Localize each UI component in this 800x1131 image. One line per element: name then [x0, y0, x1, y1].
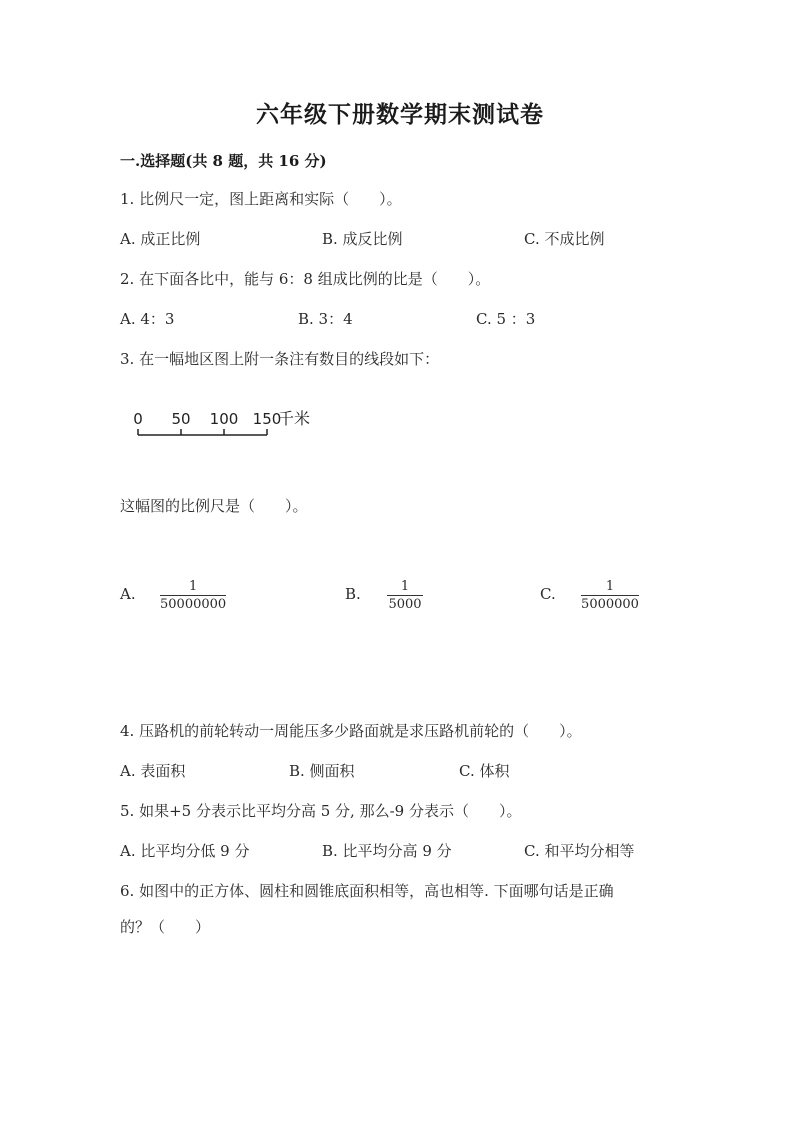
q4-option-b[interactable]: B. 侧面积 — [289, 762, 355, 780]
line-scale-figure — [128, 402, 328, 450]
fraction-numerator: 1 — [400, 579, 410, 594]
scale-label-100: 100 — [209, 410, 239, 428]
scale-unit: 千米 — [278, 409, 311, 428]
fraction-denominator: 5000 — [388, 597, 422, 612]
fraction-bar — [581, 595, 639, 596]
q3-option-c-fraction[interactable] — [581, 579, 639, 612]
scale-label-0: 0 — [133, 410, 143, 428]
q4-option-a[interactable]: A. 表面积 — [120, 762, 186, 780]
q3-option-a-fraction[interactable] — [160, 579, 226, 612]
q2-option-b[interactable]: B. 3：4 — [298, 310, 353, 328]
question-1: 1. 比例尺一定，图上距离和实际（ ）。 — [120, 190, 402, 208]
q2-option-c[interactable]: C. 5 ：3 — [476, 310, 536, 328]
q5-option-c[interactable]: C. 和平均分相等 — [524, 842, 635, 860]
q1-option-a[interactable]: A. 成正比例 — [120, 230, 201, 248]
question-6-continued: 的？（ ） — [120, 918, 211, 936]
fraction-bar — [160, 595, 226, 596]
section-heading: 一.选择题(共 8 题，共 16 分) — [120, 152, 327, 170]
question-6: 6. 如图中的正方体、圆柱和圆锥底面积相等，高也相等. 下面哪句话是正确 — [120, 882, 614, 900]
q3-option-a-label[interactable]: A. — [120, 585, 136, 603]
q5-option-a[interactable]: A. 比平均分低 9 分 — [120, 842, 250, 860]
q3-option-b-fraction[interactable] — [387, 579, 423, 612]
q1-option-b[interactable]: B. 成反比例 — [322, 230, 403, 248]
q2-option-a[interactable]: A. 4：3 — [120, 310, 175, 328]
question-3: 3. 在一幅地区图上附一条注有数目的线段如下： — [120, 350, 440, 368]
question-4: 4. 压路机的前轮转动一周能压多少路面就是求压路机前轮的（ ）。 — [120, 722, 582, 740]
page-title: 六年级下册数学期末测试卷 — [256, 101, 544, 128]
question-3-prompt: 这幅图的比例尺是（ ）。 — [120, 497, 308, 515]
question-5: 5. 如果+5 分表示比平均分高 5 分, 那么-9 分表示（ ）。 — [120, 802, 522, 820]
fraction-denominator: 50000000 — [160, 597, 227, 612]
fraction-bar — [387, 595, 423, 596]
fraction-numerator: 1 — [188, 579, 198, 594]
q1-option-c[interactable]: C. 不成比例 — [524, 230, 605, 248]
q4-option-c[interactable]: C. 体积 — [459, 762, 510, 780]
q5-option-b[interactable]: B. 比平均分高 9 分 — [322, 842, 452, 860]
fraction-numerator: 1 — [605, 579, 615, 594]
scale-label-150: 150 — [252, 410, 282, 428]
q3-option-c-label[interactable]: C. — [540, 585, 556, 603]
fraction-denominator: 5000000 — [581, 597, 639, 612]
scale-label-50: 50 — [171, 410, 191, 428]
question-2: 2. 在下面各比中，能与 6：8 组成比例的比是（ ）。 — [120, 270, 491, 288]
q3-option-b-label[interactable]: B. — [345, 585, 361, 603]
